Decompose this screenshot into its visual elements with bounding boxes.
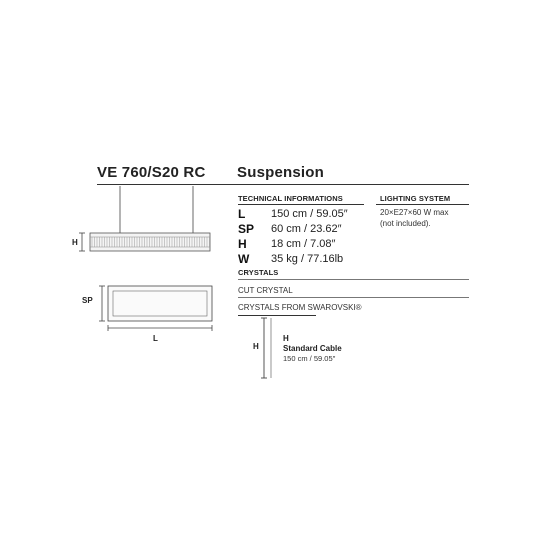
cable-h-label-top: H: [283, 334, 289, 343]
spec-value: 35 kg / 77.16lb: [271, 253, 344, 265]
crystals-rule: [238, 279, 469, 280]
model-title: VE 760/S20 RC: [97, 164, 206, 181]
spec-list: [238, 207, 368, 267]
product-type: Suspension: [237, 164, 325, 181]
crystal-item: CUT CRYSTAL: [238, 286, 293, 295]
spec-key: W: [238, 252, 250, 266]
crystal-item: CRYSTALS FROM SWAROVSKI®: [238, 303, 362, 312]
technical-rule: [238, 204, 364, 205]
spec-row-length: [238, 207, 368, 222]
cable-title: Standard Cable: [283, 344, 342, 353]
spec-row-spread: [238, 222, 368, 237]
lighting-line-1: 20×E27×60 W max: [380, 208, 449, 217]
spec-key: H: [238, 237, 247, 251]
cable-drawing: [258, 316, 278, 380]
crystals-heading: CRYSTALS: [238, 268, 279, 277]
cable-length: 150 cm / 59.05″: [283, 354, 336, 363]
spec-value: 150 cm / 59.05″: [271, 208, 348, 220]
spec-value: 60 cm / 23.62″: [271, 223, 342, 235]
spec-row-height: [238, 237, 368, 252]
spec-value: 18 cm / 7.08″: [271, 238, 336, 250]
technical-heading: TECHNICAL INFORMATIONS: [238, 194, 343, 203]
crystal-item-rule: [238, 297, 469, 298]
top-l-label: L: [153, 334, 158, 343]
top-view-drawing: [96, 280, 226, 338]
spec-key: L: [238, 207, 246, 221]
top-sp-label: SP: [82, 296, 93, 305]
lighting-rule: [376, 204, 469, 205]
header-divider: [97, 184, 469, 185]
front-height-label: H: [72, 238, 78, 247]
front-view-drawing: [70, 186, 230, 266]
spec-row-weight: [238, 252, 368, 267]
cable-h-label: H: [253, 342, 259, 351]
spec-key: SP: [238, 222, 255, 236]
lighting-line-2: (not included).: [380, 219, 431, 228]
lighting-heading: LIGHTING SYSTEM: [380, 194, 451, 203]
